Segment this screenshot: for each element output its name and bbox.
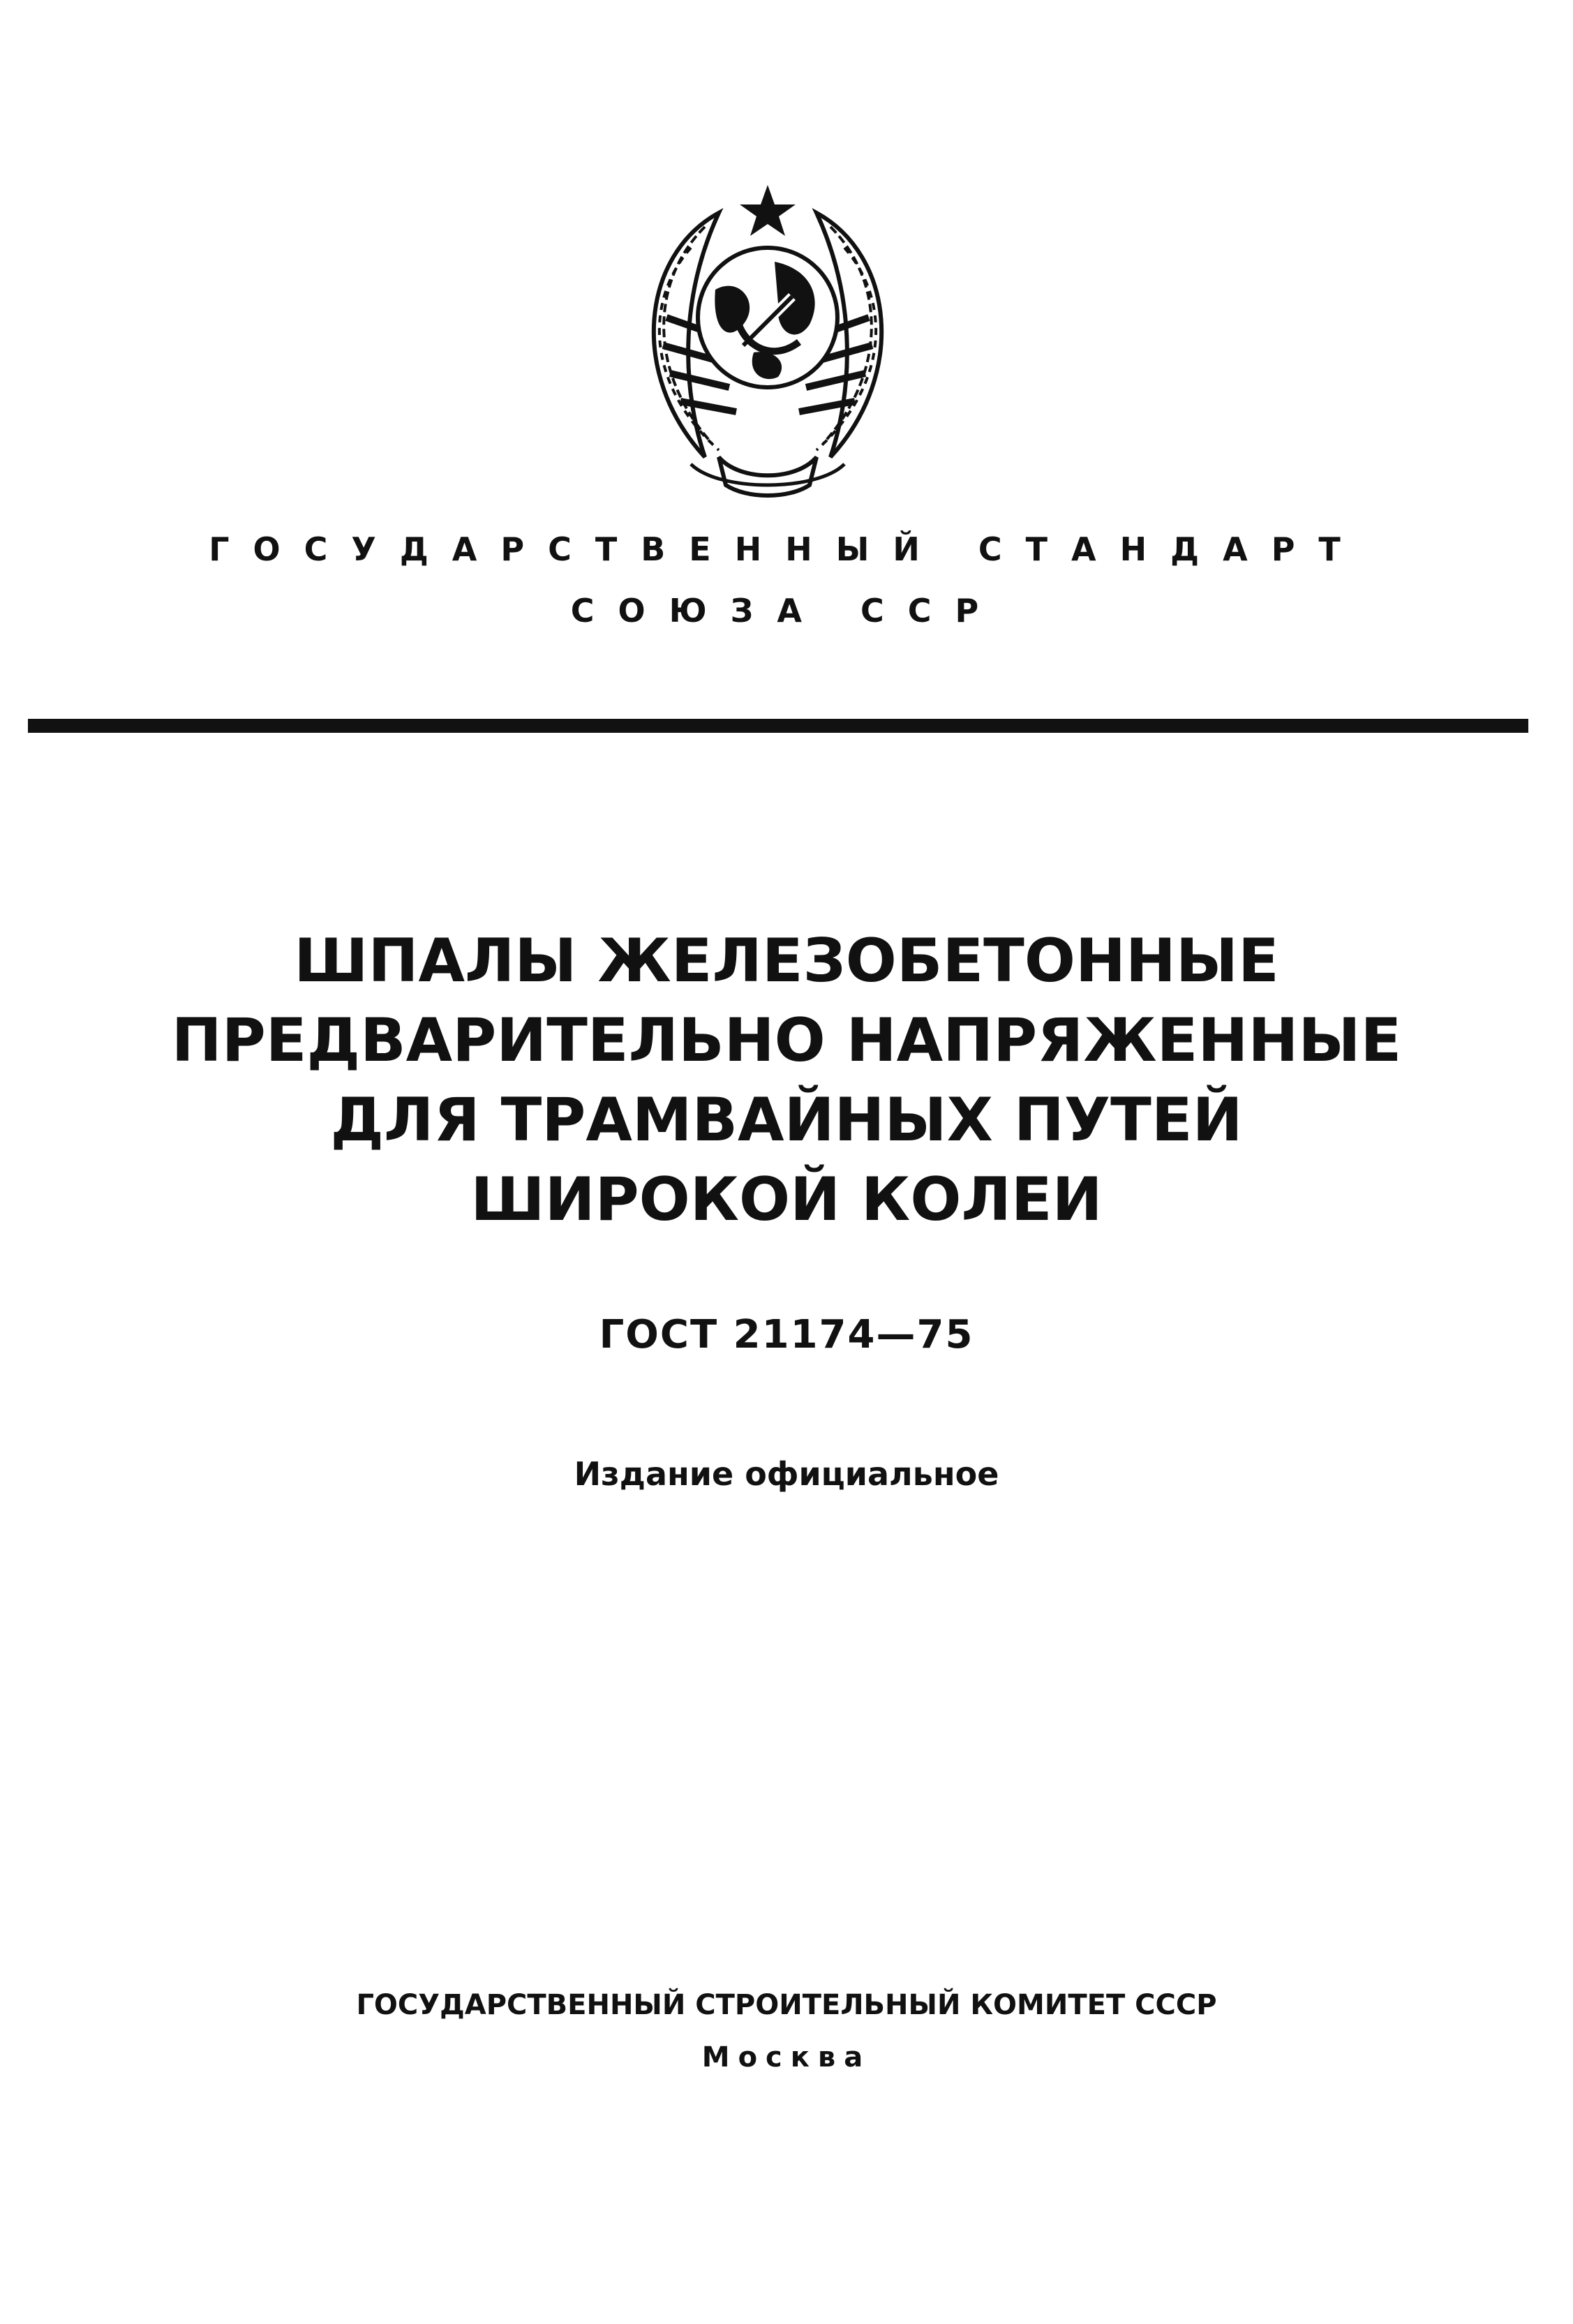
document-title xyxy=(0,921,1573,1239)
title-line-2: ПРЕДВАРИТЕЛЬНО НАПРЯЖЕННЫЕ xyxy=(171,1006,1402,1075)
header-state-standard: ГОСУДАРСТВЕННЫЙ СТАНДАРТ xyxy=(209,530,1364,568)
edition-label: Издание официальное xyxy=(574,1455,999,1493)
header-union: СОЮЗА ССР xyxy=(570,592,1003,630)
publisher-name: ГОСУДАРСТВЕННЫЙ СТРОИТЕЛЬНЫЙ КОМИТЕТ СССР xyxy=(356,1989,1217,2021)
title-line-4: ШИРОКОЙ КОЛЕИ xyxy=(470,1165,1103,1235)
title-line-3: ДЛЯ ТРАМВАЙНЫХ ПУТЕЙ xyxy=(330,1085,1243,1155)
ussr-emblem-icon xyxy=(600,164,935,513)
standard-number: ГОСТ 21174—75 xyxy=(599,1312,974,1357)
divider-rule xyxy=(28,719,1528,733)
publication-city: Москва xyxy=(701,2041,872,2073)
title-line-1: ШПАЛЫ ЖЕЛЕЗОБЕТОННЫЕ xyxy=(294,926,1279,996)
